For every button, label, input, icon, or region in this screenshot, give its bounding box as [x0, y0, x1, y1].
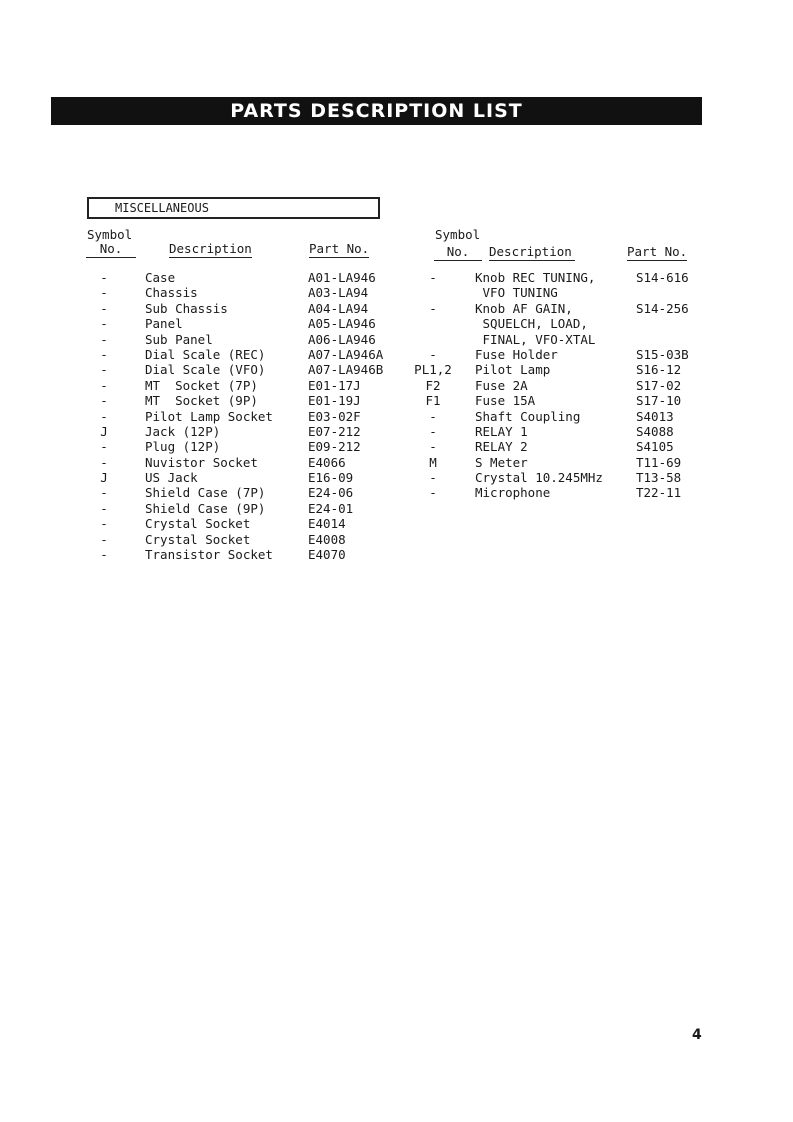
symbol-cell: - [100, 547, 108, 563]
part-no-cell: S4088 [636, 423, 674, 439]
description-cell: Dial Scale (REC) [145, 346, 266, 362]
description-cell: Crystal Socket [145, 516, 251, 532]
symbol-cell: - [100, 331, 108, 347]
description-cell: Pilot Lamp [475, 362, 551, 378]
part-no-cell: E09-212 [308, 439, 361, 455]
symbol-cell: - [429, 300, 437, 316]
symbol-cell: - [100, 377, 108, 393]
description-cell: Jack (12P) [145, 423, 221, 439]
symbol-cell: - [100, 454, 108, 470]
part-no-cell: S4105 [636, 439, 674, 455]
section-title-box [87, 197, 380, 219]
symbol-cell: J [100, 470, 108, 486]
part-no-cell: E16-09 [308, 470, 354, 486]
symbol-cell: - [429, 485, 437, 501]
symbol-cell: - [429, 439, 437, 455]
symbol-cell: - [429, 408, 437, 424]
left-header-symbol: Symbol [87, 227, 133, 242]
left-header-no: No. [86, 241, 136, 258]
description-cell: US Jack [145, 470, 198, 486]
right-header-part-no: Part No. [627, 244, 687, 261]
symbol-cell: - [429, 346, 437, 362]
description-cell: Fuse Holder [475, 346, 558, 362]
description-cell: Nuvistor Socket [145, 454, 258, 470]
part-no-cell: S14-616 [636, 270, 689, 285]
description-cell: Crystal Socket [145, 531, 251, 547]
part-no-cell: E01-17J [308, 377, 361, 393]
description-cell: Shield Case (7P) [145, 485, 266, 501]
description-cell: Shaft Coupling [475, 408, 581, 424]
part-no-cell: A04-LA94 [308, 300, 369, 316]
description-cell: MT Socket (7P) [145, 377, 258, 393]
description-cell: VFO TUNING [475, 285, 558, 301]
part-no-cell: T22-11 [636, 485, 682, 501]
part-no-cell: S16-12 [636, 362, 682, 378]
part-no-cell: T13-58 [636, 470, 682, 486]
description-cell: RELAY 2 [475, 439, 528, 455]
part-no-cell: A07-LA946B [308, 362, 384, 378]
description-cell: Knob REC TUNING, [475, 270, 596, 285]
page-banner: PARTS DESCRIPTION LIST [51, 97, 702, 125]
description-cell: MT Socket (9P) [145, 393, 258, 409]
description-cell: Knob AF GAIN, [475, 300, 573, 316]
symbol-cell: - [100, 485, 108, 501]
symbol-cell: - [100, 408, 108, 424]
part-no-cell: E07-212 [308, 423, 361, 439]
symbol-cell: - [100, 346, 108, 362]
part-no-cell: E01-19J [308, 393, 361, 409]
symbol-cell: - [100, 316, 108, 332]
description-cell: S Meter [475, 454, 528, 470]
part-no-cell: E4008 [308, 531, 346, 547]
page-number: 4 [692, 1027, 702, 1043]
description-cell: Sub Panel [145, 331, 213, 347]
description-cell: Plug (12P) [145, 439, 221, 455]
left-header-description: Description [169, 241, 252, 258]
left-header-part-no: Part No. [309, 241, 369, 258]
symbol-cell: - [100, 439, 108, 455]
symbol-cell: - [100, 500, 108, 516]
part-no-cell: E03-02F [308, 408, 361, 424]
symbol-cell: - [100, 362, 108, 378]
description-cell: Crystal 10.245MHz [475, 470, 603, 486]
symbol-cell: F1 [425, 393, 441, 409]
part-no-cell: S17-10 [636, 393, 682, 409]
description-cell: Pilot Lamp Socket [145, 408, 273, 424]
part-no-cell: E4066 [308, 454, 346, 470]
description-cell: FINAL, VFO-XTAL [475, 331, 596, 347]
part-no-cell: S14-256 [636, 300, 689, 316]
description-cell: RELAY 1 [475, 423, 528, 439]
part-no-cell: E4070 [308, 547, 346, 563]
symbol-cell: - [100, 300, 108, 316]
part-no-cell: E24-06 [308, 485, 354, 501]
part-no-cell: A07-LA946A [308, 346, 384, 362]
part-no-cell: T11-69 [636, 454, 682, 470]
symbol-cell: - [100, 393, 108, 409]
symbol-cell: - [100, 285, 108, 301]
part-no-cell: A06-LA946 [308, 331, 376, 347]
symbol-cell: - [100, 270, 108, 285]
description-cell: Case [145, 270, 176, 285]
part-no-cell: A01-LA946 [308, 270, 376, 285]
description-cell: Transistor Socket [145, 547, 273, 563]
symbol-cell: M [429, 454, 437, 470]
part-no-cell: E24-01 [308, 500, 354, 516]
description-cell: Chassis [145, 285, 198, 301]
right-header-symbol: Symbol [435, 227, 481, 242]
symbol-cell: - [429, 270, 437, 285]
description-cell: SQUELCH, LOAD, [475, 316, 588, 332]
description-cell: Dial Scale (VFO) [145, 362, 266, 378]
symbol-cell: J [100, 423, 108, 439]
right-header-no: No. [434, 244, 482, 261]
description-cell: Fuse 2A [475, 377, 528, 393]
right-header-description: Description [489, 244, 575, 261]
symbol-cell: - [429, 470, 437, 486]
section-title: MISCELLANEOUS [115, 201, 209, 215]
symbol-cell: - [100, 516, 108, 532]
description-cell: Fuse 15A [475, 393, 536, 409]
symbol-cell: - [429, 423, 437, 439]
symbol-cell: F2 [425, 377, 441, 393]
part-no-cell: S15-03B [636, 346, 689, 362]
description-cell: Panel [145, 316, 183, 332]
part-no-cell: E4014 [308, 516, 346, 532]
symbol-cell: PL1,2 [414, 362, 452, 378]
symbol-cell: - [100, 531, 108, 547]
part-no-cell: A03-LA94 [308, 285, 369, 301]
description-cell: Microphone [475, 485, 551, 501]
description-cell: Sub Chassis [145, 300, 228, 316]
part-no-cell: A05-LA946 [308, 316, 376, 332]
description-cell: Shield Case (9P) [145, 500, 266, 516]
part-no-cell: S17-02 [636, 377, 682, 393]
part-no-cell: S4013 [636, 408, 674, 424]
